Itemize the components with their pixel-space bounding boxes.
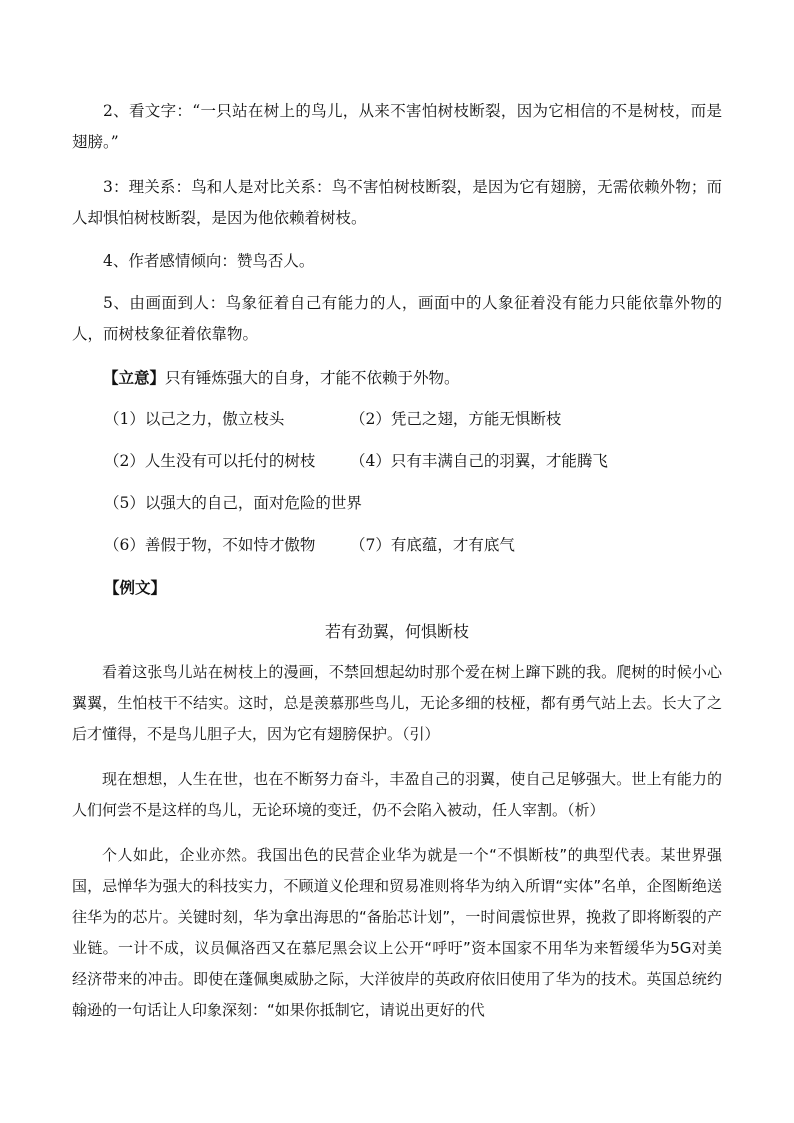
liyi-paragraph <box>72 362 722 394</box>
essay-paragraph-2: 现在想想，人生在世，也在不断努力奋斗，丰盈自己的羽翼，使自己足够强大。世上有能力的人们何尝不是这样的鸟儿，无论环境的变迁，仍不会陷入被动，任人宰割。（析） <box>72 770 722 819</box>
analysis-point-4: 4、作者感情倾向：赞鸟否人。 <box>103 252 315 270</box>
analysis-point-3: 3：理关系：鸟和人是对比关系：鸟不害怕树枝断裂，是因为它有翅膀，无需依赖外物；而人却惧怕树枝断裂，是因为他依赖着树枝。 <box>72 178 722 227</box>
example-label: 【例文】 <box>104 578 167 597</box>
option-4: （4）只有丰满自己的羽翼，才能腾飞 <box>350 452 608 470</box>
essay-title: 若有劲翼，何惧断枝 <box>324 622 469 641</box>
option-7: （7）有底蕴，才有底气 <box>350 536 515 554</box>
essay-paragraph-1: 看着这张鸟儿站在树枝上的漫画，不禁回想起幼时那个爱在树上蹿下跳的我。爬树的时候小心翼翼，生怕枝干不结实。这时，总是羡慕那些鸟儿，无论多细的枝桠，都有勇气站上去。长大了之后才懂得，不是鸟儿胆子大，因为它有翅膀保护。（引） <box>72 663 722 743</box>
option-2: （2）凭己之翅，方能无惧断枝 <box>350 410 562 428</box>
analysis-point-2: 2、看文字：“一只站在树上的鸟儿，从来不害怕树枝断裂，因为它相信的不是树枝，而是翅膀。” <box>72 102 722 151</box>
liyi-text: 只有锤炼强大的自身，才能不依赖于外物。 <box>165 369 460 387</box>
option-row-1 <box>104 404 724 435</box>
option-6: （6）善假于物，不如恃才傲物 <box>104 536 316 554</box>
option-row-3 <box>104 488 724 519</box>
liyi-label: 【立意】 <box>103 368 166 387</box>
essay-paragraph-3: 个人如此，企业亦然。我国出色的民营企业华为就是一个“不惧断枝”的典型代表。某世界强国，忌惮华为强大的科技实力，不顾道义伦理和贸易准则将华为纳入所谓“实体”名单，企图断绝送往华为的芯片。关键时刻，华为拿出海思的“备胎芯计划”，一时间震惊世界，挽救了即将断裂的产业链。一计不成，议员佩洛西又在慕尼黑会议上公开“呼吁”资本国家不用华为来暂缓华为5G对美经济带来的冲击。即使在蓬佩奥威胁之际，大洋彼岸的英政府依旧使用了华为的技术。英国总统约翰逊的一句话让人印象深刻：“如果你抵制它，请说出更好的代 <box>72 846 722 1019</box>
option-5: （5）以强大的自己，面对危险的世界 <box>104 494 362 512</box>
option-1: （1）以己之力，傲立枝头 <box>104 410 285 428</box>
option-row-2 <box>104 446 724 477</box>
option-row-4 <box>104 530 724 561</box>
option-3: （2）人生没有可以托付的树枝 <box>104 452 316 470</box>
analysis-point-5: 5、由画面到人：鸟象征着自己有能力的人，画面中的人象征着没有能力只能依靠外物的人，而树枝象征着依靠物。 <box>72 294 722 343</box>
